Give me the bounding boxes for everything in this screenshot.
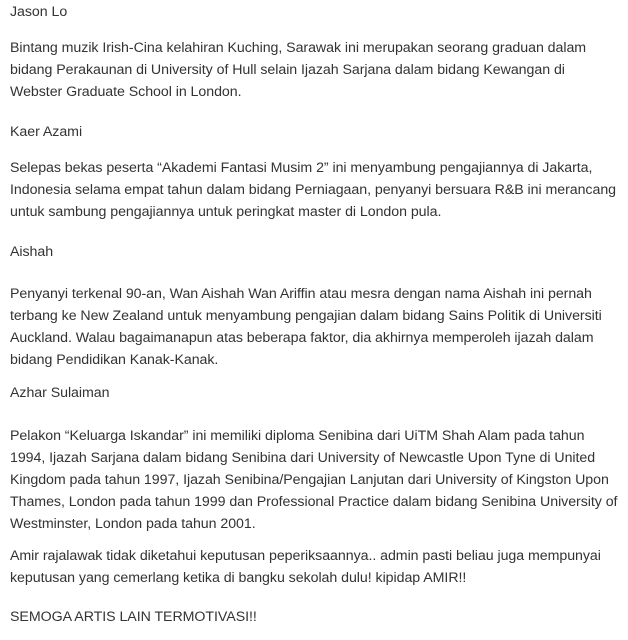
- paragraph-kaer-azami: Selepas bekas peserta “Akademi Fantasi Musim 2” ini menyambung pengajiannya di Jakarta, Indonesia selama empat tahun dalam bidang Perniagaan, penyanyi bersuara R&B ini merancang untuk sambung pengajiannya untuk peringkat master di London pula.: [10, 160, 617, 220]
- person-name-azhar-sulaiman: Azhar Sulaiman: [10, 385, 110, 401]
- paragraph-jason-lo: Bintang muzik Irish-Cina kelahiran Kuching, Sarawak ini merupakan seorang graduan dalam bidang Perakaunan di University of Hull selain Ijazah Sarjana dalam bidang Kewangan di Webster Graduate School in London.: [10, 40, 587, 100]
- paragraph-amir: Amir rajalawak tidak diketahui keputusan peperiksaannya.. admin pasti beliau juga mempunyai keputusan yang cemerlang ketika di bangku sekolah dulu! kipidap AMIR!!: [10, 548, 601, 586]
- person-name-kaer-azami: Kaer Azami: [10, 124, 83, 140]
- person-name-aishah: Aishah: [10, 244, 54, 260]
- closing-line: SEMOGA ARTIS LAIN TERMOTIVASI!!: [10, 609, 257, 625]
- paragraph-azhar-sulaiman: Pelakon “Keluarga Iskandar” ini memiliki diploma Senibina dari UiTM Shah Alam pada tahun 1994, Ijazah Sarjana dalam bidang Senibina dari University of Newcastle Upon Tyne di United Kingdom pada tahun 1997, Ijazah Senibina/Pengajian Lanjutan dari University of Kingston Upon Thames, London pada tahun 1999 dan Professional Practice dalam bidang Senibina University of Westminster, London pada tahun 2001.: [10, 428, 618, 532]
- person-name-jason-lo: Jason Lo: [10, 4, 68, 20]
- paragraph-aishah: Penyanyi terkenal 90-an, Wan Aishah Wan Ariffin atau mesra dengan nama Aishah ini pernah terbang ke New Zealand untuk menyambung pengajian dalam bidang Sains Politik di Universiti Auckland. Walau bagaimanapun atas beberapa faktor, dia akhirnya memperoleh ijazah dalam bidang Pendidikan Kanak-Kanak.: [10, 286, 602, 368]
